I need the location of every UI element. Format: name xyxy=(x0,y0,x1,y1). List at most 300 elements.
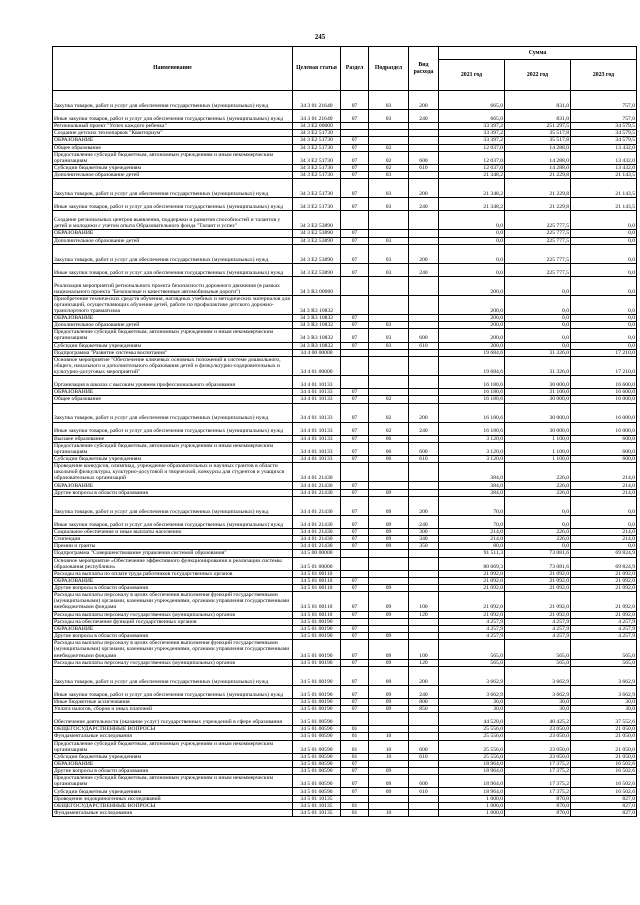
cell-name: Расходы на выплаты по оплате труда работников государственных органов xyxy=(53,570,293,577)
cell-subsection: 09 xyxy=(369,666,409,685)
cell-sum-2022: 225 777,5 xyxy=(505,263,571,276)
cell-section: 07 xyxy=(341,329,369,342)
cell-section: 07 xyxy=(341,496,369,515)
table-row xyxy=(53,403,637,422)
cell-sum-2021: 1 000,0 xyxy=(439,810,505,817)
cell-subsection: 02 xyxy=(369,403,409,422)
cell-section: 07 xyxy=(341,592,369,611)
cell-name: Проведение эндокриногенных исследований xyxy=(53,795,293,802)
cell-target-code: 34 4 01 10133 xyxy=(293,389,341,396)
cell-expense-kind: 240 xyxy=(409,422,439,435)
cell-name: Стипендии xyxy=(53,535,293,542)
cell-sum-2021: 80 069,3 xyxy=(439,557,505,570)
cell-name: Высшее образование xyxy=(53,435,293,442)
cell-sum-2023: 16 000,0 xyxy=(571,403,637,422)
cell-sum-2022: 21 092,0 xyxy=(505,592,571,611)
table-row xyxy=(53,611,637,618)
table-row xyxy=(53,389,637,396)
cell-section: 07 xyxy=(341,577,369,584)
cell-expense-kind xyxy=(409,550,439,557)
cell-subsection: 09 xyxy=(369,496,409,515)
cell-sum-2021: 0,0 xyxy=(439,237,505,244)
cell-sum-2021: 21 092,0 xyxy=(439,577,505,584)
cell-name: Дополнительное образование детей xyxy=(53,237,293,244)
cell-sum-2023: 3 662,9 xyxy=(571,666,637,685)
cell-sum-2023: 17 210,0 xyxy=(571,349,637,356)
cell-section: 07 xyxy=(341,685,369,698)
cell-section: 07 xyxy=(341,760,369,767)
cell-sum-2023: 4 257,9 xyxy=(571,618,637,625)
cell-sum-2021: 80,0 xyxy=(439,543,505,550)
cell-name: Расходы на выплаты персоналу государственных (муниципальных) органов xyxy=(53,659,293,666)
cell-expense-kind xyxy=(409,810,439,817)
cell-expense-kind xyxy=(409,795,439,802)
cell-expense-kind xyxy=(409,389,439,396)
cell-expense-kind xyxy=(409,144,439,151)
table-row xyxy=(53,698,637,705)
cell-section: 07 xyxy=(341,237,369,244)
header-sum: Сумма xyxy=(439,47,637,60)
cell-section xyxy=(341,618,369,625)
cell-expense-kind xyxy=(409,733,439,740)
cell-expense-kind xyxy=(409,463,439,482)
cell-sum-2023: 34 579,5 xyxy=(571,137,637,144)
cell-expense-kind: 240 xyxy=(409,198,439,211)
cell-subsection xyxy=(369,618,409,625)
cell-target-code: 34 3 R3 10832 xyxy=(293,322,341,329)
cell-sum-2021: 4 257,9 xyxy=(439,625,505,632)
table-row xyxy=(53,396,637,403)
cell-target-code: 34 4 01 21430 xyxy=(293,463,341,482)
cell-sum-2022: 21 229,8 xyxy=(505,198,571,211)
cell-sum-2023: 21 143,5 xyxy=(571,172,637,179)
cell-sum-2021: 200,0 xyxy=(439,342,505,349)
cell-name: Расходы на обеспечение функций государственных органов xyxy=(53,618,293,625)
cell-sum-2021: 12 037,0 xyxy=(439,164,505,171)
cell-sum-2021: 21 092,0 xyxy=(439,585,505,592)
table-body xyxy=(53,91,637,817)
cell-sum-2022: 226,0 xyxy=(505,528,571,535)
table-row xyxy=(53,172,637,179)
cell-target-code: 34 4 01 21430 xyxy=(293,496,341,515)
cell-subsection: 09 xyxy=(369,515,409,528)
cell-sum-2021: 30,0 xyxy=(439,705,505,712)
cell-expense-kind: 200 xyxy=(409,403,439,422)
cell-subsection: 06 xyxy=(369,455,409,462)
cell-sum-2021: 3 120,0 xyxy=(439,455,505,462)
table-row xyxy=(53,130,637,137)
table-row xyxy=(53,795,637,802)
cell-target-code: 34 3 E2 51730 xyxy=(293,179,341,198)
cell-target-code: 34 3 E2 51730 xyxy=(293,144,341,151)
cell-expense-kind: 200 xyxy=(409,179,439,198)
cell-expense-kind xyxy=(409,489,439,496)
cell-subsection: 02 xyxy=(369,164,409,171)
cell-sum-2022: 0,0 xyxy=(505,342,571,349)
table-row xyxy=(53,322,637,329)
cell-section: 07 xyxy=(341,151,369,164)
cell-section: 07 xyxy=(341,535,369,542)
cell-sum-2021: 91 511,3 xyxy=(439,550,505,557)
cell-sum-2023: 30,0 xyxy=(571,698,637,705)
cell-expense-kind xyxy=(409,435,439,442)
cell-section xyxy=(341,276,369,295)
table-row xyxy=(53,164,637,171)
cell-expense-kind xyxy=(409,295,439,314)
cell-sum-2021: 21 348,2 xyxy=(439,179,505,198)
header-section: Раздел xyxy=(341,47,369,91)
cell-expense-kind: 600 xyxy=(409,775,439,788)
cell-sum-2022: 14 288,0 xyxy=(505,151,571,164)
table-row xyxy=(53,435,637,442)
cell-sum-2023: 16 000,0 xyxy=(571,396,637,403)
cell-section: 07 xyxy=(341,482,369,489)
cell-name: ОБРАЗОВАНИЕ xyxy=(53,230,293,237)
cell-expense-kind: 340 xyxy=(409,535,439,542)
cell-sum-2021: 18 964,0 xyxy=(439,775,505,788)
cell-name: Иные закупки товаров, работ и услуг для обеспечения государственных (муниципальных) нужд xyxy=(53,263,293,276)
cell-name: ОБРАЗОВАНИЕ xyxy=(53,389,293,396)
cell-expense-kind xyxy=(409,356,439,375)
cell-name: Закупка товаров, работ и услуг для обеспечения государственных (муниципальных) нужд xyxy=(53,91,293,110)
cell-sum-2021: 33 397,2 xyxy=(439,137,505,144)
cell-target-code: 34 3 E2 51730 xyxy=(293,164,341,171)
budget-table-container xyxy=(52,46,636,817)
cell-sum-2023: 16 502,6 xyxy=(571,775,637,788)
cell-section: 07 xyxy=(341,389,369,396)
cell-section: 07 xyxy=(341,342,369,349)
cell-sum-2022: 14 288,0 xyxy=(505,164,571,171)
cell-target-code: 34 5 01 00190 xyxy=(293,685,341,698)
cell-sum-2023: 21 143,5 xyxy=(571,198,637,211)
table-row xyxy=(53,618,637,625)
cell-subsection: 06 xyxy=(369,442,409,455)
cell-section: 07 xyxy=(341,322,369,329)
cell-subsection xyxy=(369,557,409,570)
cell-sum-2022: 21 092,0 xyxy=(505,577,571,584)
cell-target-code: 34 5 01 00110 xyxy=(293,570,341,577)
cell-target-code: 34 5 01 00590 xyxy=(293,760,341,767)
cell-sum-2023: 600,0 xyxy=(571,455,637,462)
cell-sum-2023: 21 092,0 xyxy=(571,570,637,577)
table-row xyxy=(53,151,637,164)
cell-section: 01 xyxy=(341,733,369,740)
cell-subsection: 09 xyxy=(369,543,409,550)
table-row xyxy=(53,577,637,584)
cell-sum-2023: 214,0 xyxy=(571,489,637,496)
table-row xyxy=(53,329,637,342)
cell-subsection xyxy=(369,550,409,557)
table-row xyxy=(53,496,637,515)
cell-sum-2022: 3 662,9 xyxy=(505,685,571,698)
cell-sum-2022: 31 326,0 xyxy=(505,356,571,375)
cell-subsection xyxy=(369,276,409,295)
cell-sum-2023: 21 050,0 xyxy=(571,740,637,753)
cell-sum-2022: 1 100,0 xyxy=(505,442,571,455)
cell-subsection: 03 xyxy=(369,263,409,276)
cell-sum-2022: 4 257,9 xyxy=(505,633,571,640)
cell-subsection xyxy=(369,123,409,130)
cell-section xyxy=(341,795,369,802)
cell-sum-2021: 21 092,0 xyxy=(439,570,505,577)
cell-sum-2022: 23 050,0 xyxy=(505,740,571,753)
cell-name: Предоставление субсидий бюджетным, автономным учреждениям и иным некоммерческим организациям xyxy=(53,329,293,342)
table-row xyxy=(53,179,637,198)
cell-expense-kind: 240 xyxy=(409,685,439,698)
cell-target-code: 34 4 00 00000 xyxy=(293,349,341,356)
cell-sum-2023: 16 502,6 xyxy=(571,760,637,767)
cell-name: Основное мероприятие "Обеспечение ключевых основных положений в системе дошкольного, общего, начального и дополнительного образования детей и физкультурно-оздоровительных и культурно-досуговых мероприятий" xyxy=(53,356,293,375)
cell-section: 07 xyxy=(341,137,369,144)
cell-sum-2022: 870,0 xyxy=(505,795,571,802)
cell-target-code: 34 3 E2 51730 xyxy=(293,137,341,144)
table-row xyxy=(53,137,637,144)
cell-sum-2021: 25 556,0 xyxy=(439,733,505,740)
cell-target-code: 34 4 01 21430 xyxy=(293,535,341,542)
cell-sum-2023: 0,0 xyxy=(571,329,637,342)
table-row xyxy=(53,244,637,263)
cell-subsection: 03 xyxy=(369,91,409,110)
cell-target-code: 34 5 01 00590 xyxy=(293,726,341,733)
cell-section: 07 xyxy=(341,625,369,632)
cell-subsection: 03 xyxy=(369,172,409,179)
cell-sum-2022: 251 297,5 xyxy=(505,123,571,130)
cell-sum-2022: 14 288,0 xyxy=(505,144,571,151)
cell-sum-2022: 17 375,2 xyxy=(505,788,571,795)
table-row xyxy=(53,633,637,640)
cell-sum-2021: 25 556,0 xyxy=(439,726,505,733)
cell-target-code: 34 4 01 10133 xyxy=(293,455,341,462)
cell-expense-kind: 600 xyxy=(409,329,439,342)
cell-sum-2022: 870,0 xyxy=(505,802,571,809)
cell-target-code: 34 5 01 00110 xyxy=(293,577,341,584)
table-row xyxy=(53,314,637,321)
cell-name: Создание детских технопарков "Кванториум" xyxy=(53,130,293,137)
cell-target-code: 34 4 01 21430 xyxy=(293,489,341,496)
cell-subsection: 09 xyxy=(369,535,409,542)
cell-expense-kind: 200 xyxy=(409,496,439,515)
cell-target-code: 34 3 R3 10832 xyxy=(293,342,341,349)
cell-expense-kind: 100 xyxy=(409,640,439,659)
cell-expense-kind: 120 xyxy=(409,659,439,666)
cell-target-code: 34 5 01 00590 xyxy=(293,733,341,740)
table-row xyxy=(53,592,637,611)
cell-target-code: 34 5 01 00590 xyxy=(293,788,341,795)
cell-sum-2023: 0,0 xyxy=(571,342,637,349)
cell-sum-2021: 214,0 xyxy=(439,535,505,542)
cell-expense-kind: 350 xyxy=(409,543,439,550)
cell-section: 07 xyxy=(341,230,369,237)
cell-expense-kind xyxy=(409,713,439,726)
cell-expense-kind xyxy=(409,376,439,389)
cell-sum-2021: 16 180,6 xyxy=(439,403,505,422)
cell-section: 07 xyxy=(341,172,369,179)
cell-subsection: 03 xyxy=(369,110,409,123)
cell-target-code: 34 3 E2 53890 xyxy=(293,230,341,237)
table-row xyxy=(53,666,637,685)
cell-expense-kind xyxy=(409,768,439,775)
cell-target-code: 34 4 01 21430 xyxy=(293,528,341,535)
cell-sum-2022: 0,0 xyxy=(505,543,571,550)
cell-name: Субсидии бюджетным учреждениям xyxy=(53,788,293,795)
cell-subsection: 03 xyxy=(369,198,409,211)
cell-target-code: 34 5 01 00190 xyxy=(293,625,341,632)
cell-sum-2022: 30,0 xyxy=(505,705,571,712)
cell-sum-2022: 17 375,2 xyxy=(505,775,571,788)
cell-name: Социальное обеспечение и иные выплаты населению xyxy=(53,528,293,535)
cell-sum-2023: 13 432,0 xyxy=(571,164,637,171)
cell-section: 07 xyxy=(341,611,369,618)
cell-expense-kind xyxy=(409,237,439,244)
cell-target-code: 34 5 01 10135 xyxy=(293,810,341,817)
cell-sum-2022: 831,0 xyxy=(505,110,571,123)
cell-sum-2021: 0,0 xyxy=(439,263,505,276)
table-row xyxy=(53,489,637,496)
cell-sum-2023: 565,0 xyxy=(571,640,637,659)
cell-subsection: 09 xyxy=(369,768,409,775)
cell-sum-2022: 1 100,0 xyxy=(505,455,571,462)
cell-subsection: 03 xyxy=(369,237,409,244)
cell-expense-kind: 120 xyxy=(409,611,439,618)
table-row xyxy=(53,198,637,211)
cell-target-code: 34 5 01 00590 xyxy=(293,768,341,775)
cell-sum-2021: 16 180,6 xyxy=(439,389,505,396)
cell-sum-2021: 4 257,9 xyxy=(439,633,505,640)
table-row xyxy=(53,356,637,375)
cell-target-code: 34 5 01 00110 xyxy=(293,585,341,592)
cell-name: Дополнительное образование детей xyxy=(53,172,293,179)
cell-target-code: 34 4 01 21430 xyxy=(293,482,341,489)
cell-subsection: 09 xyxy=(369,592,409,611)
cell-section: 01 xyxy=(341,740,369,753)
cell-name: Другие вопросы в области образования xyxy=(53,768,293,775)
cell-expense-kind: 600 xyxy=(409,740,439,753)
cell-name: Уплата налогов, сборов и иных платежей xyxy=(53,705,293,712)
cell-section xyxy=(341,463,369,482)
cell-name: Другие вопросы в области образования xyxy=(53,489,293,496)
cell-sum-2023: 21 050,0 xyxy=(571,726,637,733)
cell-sum-2023: 827,0 xyxy=(571,795,637,802)
cell-sum-2022: 23 050,0 xyxy=(505,753,571,760)
cell-sum-2021: 16 180,6 xyxy=(439,396,505,403)
cell-target-code: 34 5 01 00190 xyxy=(293,698,341,705)
header-kind: Вид расхода xyxy=(409,47,439,91)
header-year-2021: 2021 год xyxy=(439,60,505,91)
cell-subsection xyxy=(369,570,409,577)
header-code: Целевая статья xyxy=(293,47,341,91)
cell-sum-2021: 19 684,6 xyxy=(439,349,505,356)
cell-subsection: 09 xyxy=(369,489,409,496)
page-number: 245 xyxy=(314,33,326,41)
cell-sum-2023: 214,0 xyxy=(571,482,637,489)
cell-subsection: 02 xyxy=(369,151,409,164)
cell-sum-2022: 0,0 xyxy=(505,329,571,342)
cell-section: 07 xyxy=(341,164,369,171)
cell-name: ОБРАЗОВАНИЕ xyxy=(53,577,293,584)
cell-sum-2021: 21 348,2 xyxy=(439,172,505,179)
cell-sum-2023: 214,0 xyxy=(571,463,637,482)
cell-name: Создание региональных центров выявления, поддержки и развития способностей и талантов у детей и молодежи с учетом опыта Образовательного фонда "Талант и успех" xyxy=(53,211,293,230)
cell-section: 07 xyxy=(341,666,369,685)
cell-subsection: 10 xyxy=(369,810,409,817)
cell-sum-2021: 3 120,0 xyxy=(439,435,505,442)
cell-sum-2023: 16 600,0 xyxy=(571,376,637,389)
cell-target-code: 34 5 01 00110 xyxy=(293,592,341,611)
cell-name: Субсидии бюджетным учреждениям xyxy=(53,342,293,349)
cell-expense-kind xyxy=(409,137,439,144)
cell-sum-2022: 30 000,0 xyxy=(505,376,571,389)
table-row xyxy=(53,230,637,237)
table-row xyxy=(53,515,637,528)
cell-subsection: 02 xyxy=(369,144,409,151)
cell-sum-2022: 31 100,0 xyxy=(505,389,571,396)
cell-expense-kind: 600 xyxy=(409,151,439,164)
cell-sum-2022: 21 092,0 xyxy=(505,570,571,577)
cell-sum-2023: 0,0 xyxy=(571,314,637,321)
cell-sum-2022: 21 092,0 xyxy=(505,585,571,592)
cell-expense-kind xyxy=(409,123,439,130)
cell-name: Предоставление субсидий бюджетным, автономным учреждениям и иным некоммерческим организациям xyxy=(53,151,293,164)
cell-target-code: 34 3 01 21640 xyxy=(293,110,341,123)
table-row xyxy=(53,263,637,276)
cell-name: Иные закупки товаров, работ и услуг для обеспечения государственных (муниципальных) нужд xyxy=(53,515,293,528)
cell-expense-kind xyxy=(409,130,439,137)
cell-sum-2022: 17 375,2 xyxy=(505,768,571,775)
cell-sum-2023: 3 662,9 xyxy=(571,685,637,698)
cell-section: 07 xyxy=(341,422,369,435)
cell-section xyxy=(341,130,369,137)
cell-name: Расходы на выплаты персоналу в целях обеспечения выполнения функций государственными (муниципальными) органами, казенными учреждениями, органами управления государственными внебюджетными фондами xyxy=(53,592,293,611)
cell-subsection: 03 xyxy=(369,342,409,349)
cell-subsection: 10 xyxy=(369,740,409,753)
cell-sum-2022: 40 425,2 xyxy=(505,713,571,726)
cell-sum-2023: 16 502,6 xyxy=(571,768,637,775)
cell-target-code: 34 3 E2 53890 xyxy=(293,211,341,230)
cell-sum-2021: 1 000,0 xyxy=(439,802,505,809)
cell-expense-kind: 850 xyxy=(409,705,439,712)
cell-section: 07 xyxy=(341,442,369,455)
cell-subsection: 10 xyxy=(369,753,409,760)
cell-section: 07 xyxy=(341,144,369,151)
cell-expense-kind: 200 xyxy=(409,91,439,110)
cell-sum-2023: 34 579,5 xyxy=(571,123,637,130)
cell-subsection xyxy=(369,356,409,375)
cell-section: 07 xyxy=(341,396,369,403)
cell-section xyxy=(341,376,369,389)
cell-name: Предоставление субсидий бюджетным, автономным учреждениям и иным некоммерческим организациям xyxy=(53,442,293,455)
cell-sum-2023: 13 432,0 xyxy=(571,151,637,164)
table-row xyxy=(53,237,637,244)
cell-subsection xyxy=(369,376,409,389)
cell-name: Проведение конкурсов, олимпиад, учреждение образовательных и научных грантов в области школьной физкультуры, культурно-досуговой и творческой, конкурсы для студентов и учащихся образовательных организаций xyxy=(53,463,293,482)
cell-sum-2022: 225 777,5 xyxy=(505,237,571,244)
cell-sum-2021: 19 684,6 xyxy=(439,356,505,375)
table-row xyxy=(53,659,637,666)
cell-sum-2023: 13 432,0 xyxy=(571,144,637,151)
cell-sum-2021: 1 000,0 xyxy=(439,795,505,802)
cell-sum-2021: 4 257,9 xyxy=(439,618,505,625)
cell-expense-kind xyxy=(409,760,439,767)
cell-expense-kind: 600 xyxy=(409,442,439,455)
cell-target-code: 34 5 01 00190 xyxy=(293,666,341,685)
table-row xyxy=(53,585,637,592)
table-row xyxy=(53,733,637,740)
table-row xyxy=(53,713,637,726)
cell-sum-2023: 37 552,6 xyxy=(571,713,637,726)
cell-expense-kind: 610 xyxy=(409,455,439,462)
cell-sum-2022: 0,0 xyxy=(505,295,571,314)
table-row xyxy=(53,685,637,698)
